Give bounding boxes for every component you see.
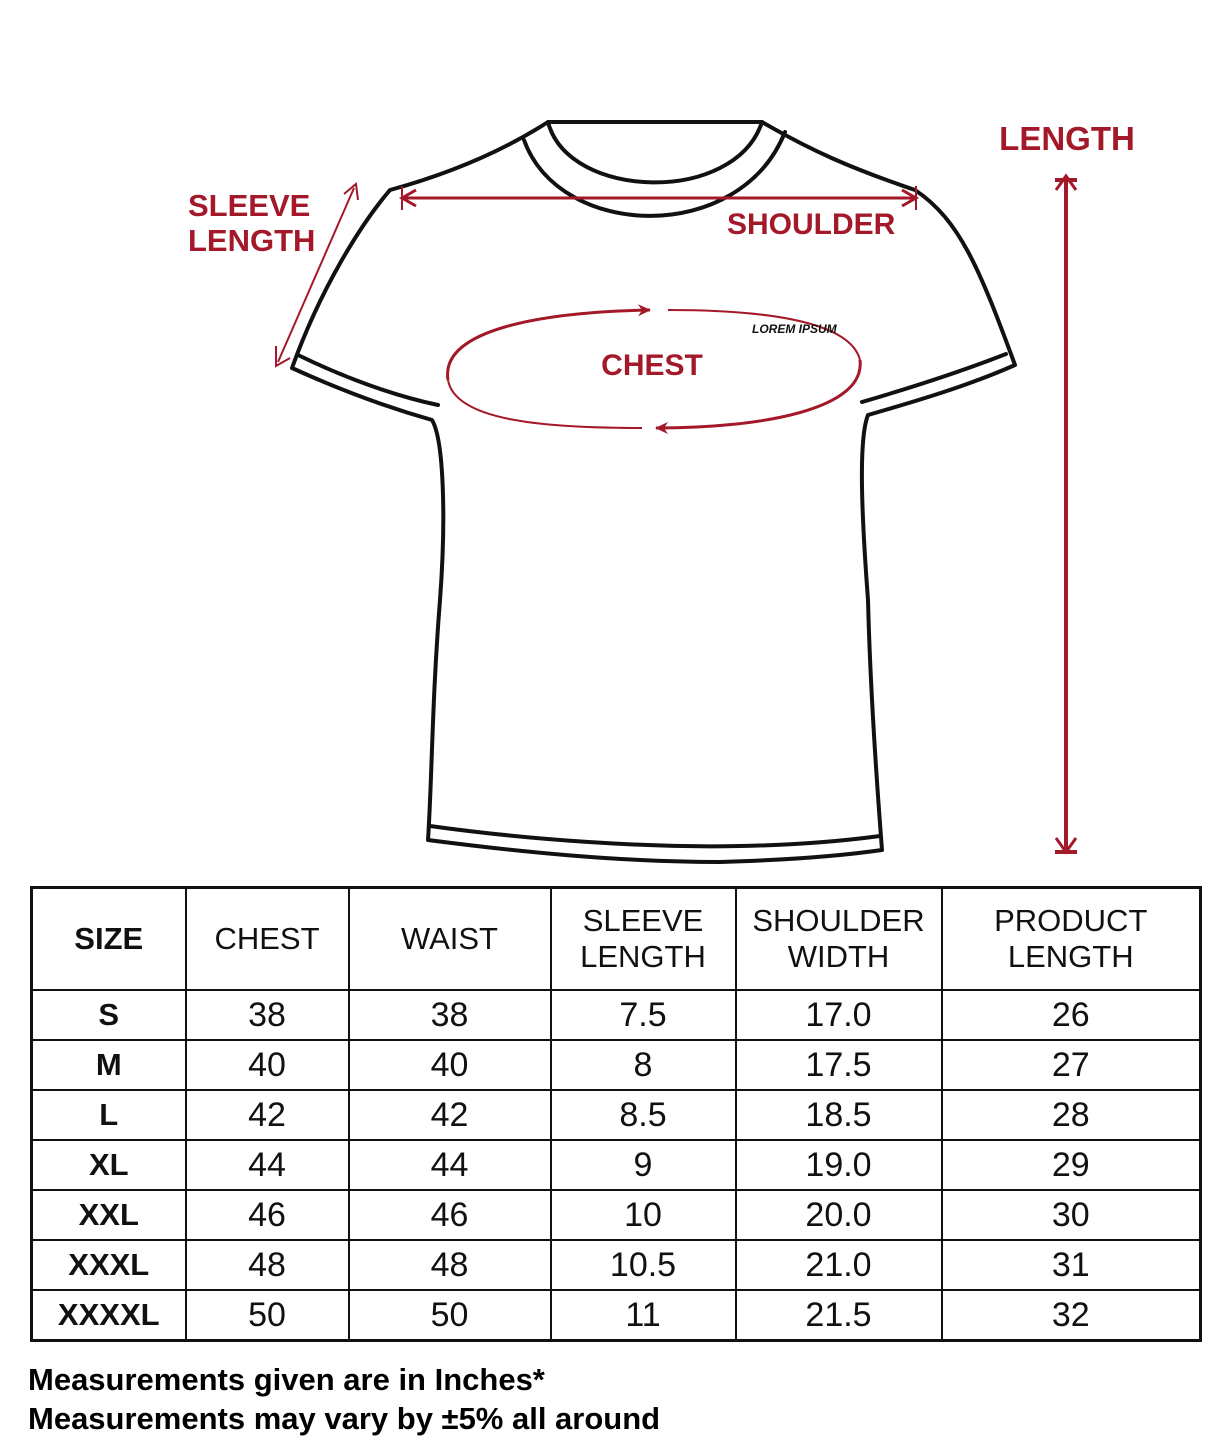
size-chart-table [30, 886, 1202, 1342]
measurement-cell: 9 [551, 1140, 736, 1190]
column-header [186, 888, 349, 991]
column-header [942, 888, 1201, 991]
sleeve-label-line1: SLEEVE [188, 188, 311, 223]
measurement-cell: 19.0 [736, 1140, 942, 1190]
measurement-cell: 48 [186, 1240, 349, 1290]
column-header-line: CHEST [214, 921, 320, 956]
table-row [32, 1290, 1201, 1341]
chest-ellipse-bottom-left [448, 380, 642, 428]
sleeve-label-line2: LENGTH [188, 223, 316, 258]
table-row [32, 1090, 1201, 1140]
header-row [32, 888, 1201, 991]
measurement-cell: 40 [349, 1040, 551, 1090]
measurement-cell: 11 [551, 1290, 736, 1341]
note-units: Measurements given are in Inches* [28, 1362, 545, 1397]
note-variance: Measurements may vary by ±5% all around [28, 1401, 661, 1436]
column-header-line: SLEEVE [582, 903, 704, 938]
measurement-cell: 7.5 [551, 990, 736, 1040]
measurement-cell: 50 [349, 1290, 551, 1341]
measurement-cell: 31 [942, 1240, 1201, 1290]
column-header-line: PRODUCT [994, 903, 1148, 938]
measurement-cell: 44 [349, 1140, 551, 1190]
length-label: LENGTH [999, 120, 1135, 157]
size-cell: S [32, 990, 186, 1040]
measurement-cell: 8.5 [551, 1090, 736, 1140]
column-header-line: SIZE [74, 921, 144, 956]
measurement-cell: 26 [942, 990, 1201, 1040]
table-row [32, 1240, 1201, 1290]
measurement-cell: 44 [186, 1140, 349, 1190]
column-header-line: WAIST [400, 921, 498, 956]
measurement-lines [276, 176, 1076, 852]
measurement-cell: 42 [186, 1090, 349, 1140]
measurement-cell: 38 [349, 990, 551, 1040]
size-cell: L [32, 1090, 186, 1140]
brand-print: LOREM IPSUM [752, 322, 837, 336]
collar-band [524, 132, 785, 216]
size-cell: XXXL [32, 1240, 186, 1290]
column-header [349, 888, 551, 991]
measurement-cell: 29 [942, 1140, 1201, 1190]
measurement-cell: 38 [186, 990, 349, 1040]
measurement-cell: 18.5 [736, 1090, 942, 1140]
column-header-line: WIDTH [787, 939, 890, 974]
table-row [32, 990, 1201, 1040]
measurement-cell: 21.0 [736, 1240, 942, 1290]
neck-inner [548, 122, 762, 182]
measurement-cell: 17.5 [736, 1040, 942, 1090]
column-header-line: SHOULDER [752, 903, 925, 938]
column-header [551, 888, 736, 991]
measurement-cell: 27 [942, 1040, 1201, 1090]
column-header-line: LENGTH [580, 939, 706, 974]
chest-label: CHEST [601, 349, 703, 382]
measurement-cell: 10.5 [551, 1240, 736, 1290]
table-row [32, 1140, 1201, 1190]
bottom-hem [430, 826, 880, 846]
measurement-cell: 46 [349, 1190, 551, 1240]
column-header [736, 888, 942, 991]
size-cell: M [32, 1040, 186, 1090]
measurement-cell: 30 [942, 1190, 1201, 1240]
measurement-cell: 8 [551, 1040, 736, 1090]
measurement-notes [28, 1360, 660, 1438]
tshirt-body [292, 122, 1015, 862]
measurement-cell: 48 [349, 1240, 551, 1290]
measurement-cell: 32 [942, 1290, 1201, 1341]
table-row [32, 1040, 1201, 1090]
size-cell: XXXXL [32, 1290, 186, 1341]
measurement-cell: 17.0 [736, 990, 942, 1040]
measurement-cell: 10 [551, 1190, 736, 1240]
measurement-cell: 21.5 [736, 1290, 942, 1341]
measurement-cell: 40 [186, 1040, 349, 1090]
table-header [32, 888, 1201, 991]
measurement-cell: 28 [942, 1090, 1201, 1140]
measurement-cell: 42 [349, 1090, 551, 1140]
measurement-cell: 20.0 [736, 1190, 942, 1240]
measurement-cell: 50 [186, 1290, 349, 1341]
size-cell: XL [32, 1140, 186, 1190]
size-cell: XXL [32, 1190, 186, 1240]
column-header-line: LENGTH [1007, 939, 1134, 974]
column-header [32, 888, 186, 991]
table-row [32, 1190, 1201, 1240]
tshirt-outline [292, 122, 1015, 862]
table-body [32, 990, 1201, 1341]
shoulder-label: SHOULDER [727, 208, 896, 241]
measurement-cell: 46 [186, 1190, 349, 1240]
